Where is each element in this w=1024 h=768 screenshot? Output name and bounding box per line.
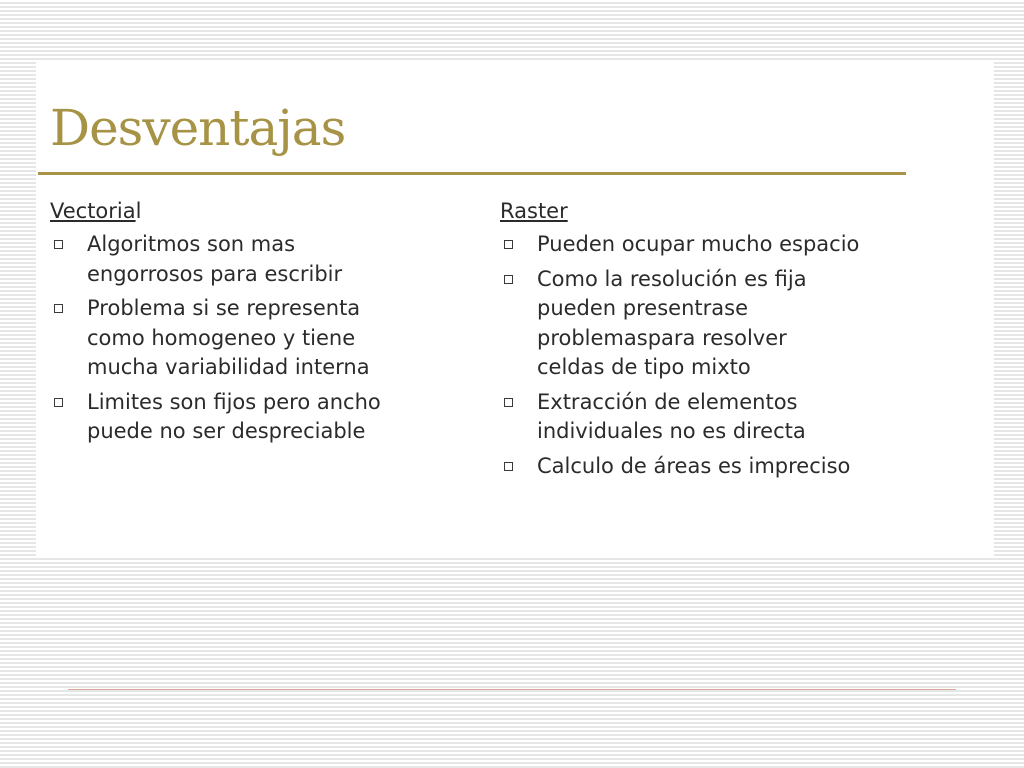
bullet-line: celdas de tipo mixto <box>537 355 751 379</box>
hollow-square-bullet-icon <box>54 240 63 249</box>
bullet-line: Problema si se representa <box>87 296 361 320</box>
right-column-heading <box>500 198 950 224</box>
hollow-square-bullet-icon <box>504 240 513 249</box>
left-heading-rest: l <box>135 199 142 223</box>
bullet-line: Limites son fijos pero ancho <box>87 389 381 414</box>
hollow-square-bullet-icon <box>54 304 63 313</box>
left-column-heading <box>50 198 480 224</box>
bullet-line: Algoritmos son mas <box>87 232 296 256</box>
bullet-line: como homogeneo y tiene <box>87 325 356 350</box>
bullet-line: problemaspara resolver <box>537 325 787 350</box>
bullet-line: mucha variabilidad interna <box>87 355 370 379</box>
slide-title: Desventajas <box>50 99 346 157</box>
slide-panel <box>36 62 994 556</box>
footer-divider-rule <box>68 689 956 690</box>
bullet-line: Pueden ocupar mucho espacio <box>537 232 860 256</box>
hollow-square-bullet-icon <box>54 398 63 407</box>
bullet-line: Como la resolución es fija <box>537 266 807 291</box>
list-item <box>50 294 480 383</box>
bullet-line: pueden presentrase <box>537 296 748 320</box>
left-bullet-list <box>50 230 480 447</box>
list-item <box>50 230 480 289</box>
list-item <box>500 265 950 383</box>
list-item <box>500 230 950 260</box>
left-column-vectorial <box>50 198 480 452</box>
hollow-square-bullet-icon <box>504 398 513 407</box>
list-item <box>50 388 480 447</box>
right-heading-underlined: Raster <box>500 199 568 223</box>
bullet-line: Extracción de elementos <box>537 389 798 414</box>
bullet-line: Calculo de áreas es impreciso <box>537 453 851 478</box>
list-item <box>500 388 950 447</box>
bullet-line: individuales no es directa <box>537 419 806 443</box>
right-bullet-list <box>500 230 950 481</box>
hollow-square-bullet-icon <box>504 462 513 471</box>
bullet-line: puede no ser despreciable <box>87 419 366 443</box>
list-item <box>500 452 950 482</box>
title-underline-rule <box>38 172 906 175</box>
left-heading-underlined: Vectoria <box>50 199 136 223</box>
hollow-square-bullet-icon <box>504 275 513 284</box>
bullet-line: engorrosos para escribir <box>87 261 343 286</box>
right-column-raster <box>500 198 950 486</box>
